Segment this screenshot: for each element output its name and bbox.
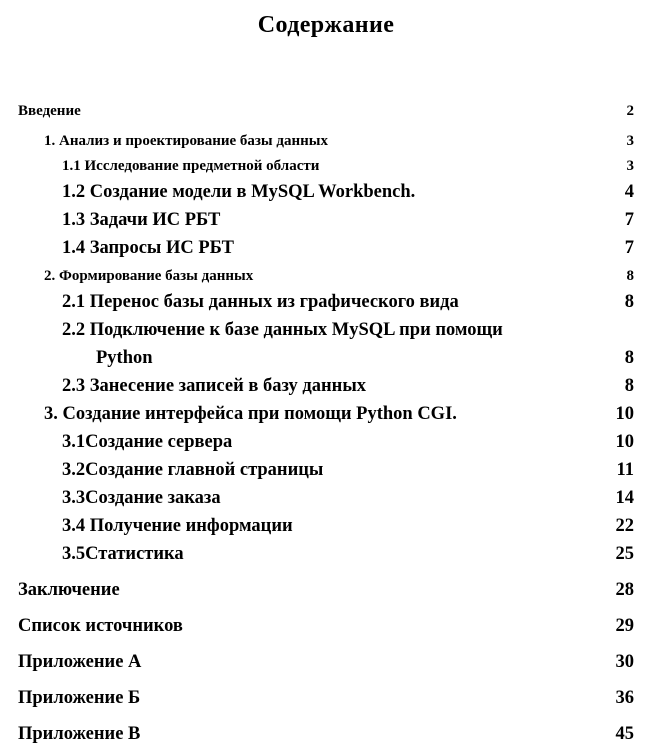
toc-entry-zaklyuchenie [18,579,634,602]
toc-entry-page: 25 [615,544,634,564]
toc-entry-page: 8 [624,376,634,396]
toc-entry-3-4 [18,515,634,538]
toc-entry-label: 2.3 Занесение записей в базу данных [62,376,367,396]
toc-entry-label: Список источников [18,616,183,636]
toc-entry-2-1 [18,291,634,314]
toc-entry-3-3 [18,487,634,510]
toc-entry-1-4 [18,237,634,260]
toc-entry-page: 36 [615,688,634,708]
toc-entry-1 [18,131,634,151]
toc-entry-2-3 [18,375,634,398]
toc-entry-page: 8 [626,268,634,284]
toc-entry-2-2-line2 [18,347,634,370]
toc-entry-label: 2.1 Перенос базы данных из графического вида [62,292,459,312]
toc-entry-label: 3. Создание интерфейса при помощи Python CGI. [44,404,457,424]
toc-entry-page: 3 [626,158,634,174]
toc-entry-label: 3.3Создание заказа [62,488,221,508]
toc-entry-label: 1.3 Задачи ИС РБТ [62,210,221,230]
toc-entry-page: 29 [615,616,634,636]
toc-entry-label: Python [96,348,153,368]
toc-entry-page: 30 [615,652,634,672]
table-of-contents [18,101,634,744]
toc-entry-2-2-line1 [18,319,634,342]
toc-entry-label: 3.5Статистика [62,544,184,564]
toc-entry-page: 7 [624,238,634,258]
toc-entry-label: 3.1Создание сервера [62,432,233,452]
toc-entry-page: 14 [615,488,634,508]
toc-entry-label: 3.4 Получение информации [62,516,293,536]
toc-entry-label: Приложение Б [18,688,141,708]
toc-entry-label: 1.2 Создание модели в MySQL Workbench. [62,182,416,202]
toc-entry-vvedenie [18,101,634,121]
toc-entry-page: 8 [624,348,634,368]
toc-entry-3-5 [18,543,634,566]
toc-entry-prilozhenie-v [18,723,634,744]
toc-entry-prilozhenie-a [18,651,634,674]
toc-entry-label: Заключение [18,580,120,600]
toc-entry-label: Приложение В [18,724,141,744]
toc-entry-page: 22 [615,516,634,536]
toc-entry-page: 8 [624,292,634,312]
page-title: Содержание [257,12,395,38]
toc-entry-page: 7 [624,210,634,230]
toc-entry-spisok-istochnikov [18,615,634,638]
toc-entry-1-2 [18,181,634,204]
toc-entry-page: 2 [626,103,634,119]
toc-entry-label: 3.2Создание главной страницы [62,460,324,480]
toc-entry-page: 3 [626,133,634,149]
toc-entry-page: 10 [615,404,634,424]
toc-entry-1-1 [18,156,634,176]
toc-entry-label: Приложение А [18,652,142,672]
toc-entry-label: Введение [18,103,81,119]
toc-entry-1-3 [18,209,634,232]
toc-entry-3-1 [18,431,634,454]
toc-entry-page: 4 [624,182,634,202]
toc-entry-label: 2.2 Подключение к базе данных MySQL при помощи [62,320,503,340]
toc-entry-page: 10 [615,432,634,452]
toc-entry-label: 2. Формирование базы данных [44,268,254,284]
toc-entry-3-2 [18,459,634,482]
toc-entry-label: 1.4 Запросы ИС РБТ [62,238,235,258]
toc-entry-label: 1. Анализ и проектирование базы данных [44,133,328,149]
toc-entry-2 [18,266,634,286]
toc-entry-label: 1.1 Исследование предметной области [62,158,320,174]
toc-entry-page: 11 [616,460,634,480]
toc-entry-page: 45 [615,724,634,744]
toc-entry-page: 28 [615,580,634,600]
toc-entry-3 [18,403,634,426]
toc-entry-prilozhenie-b [18,687,634,710]
